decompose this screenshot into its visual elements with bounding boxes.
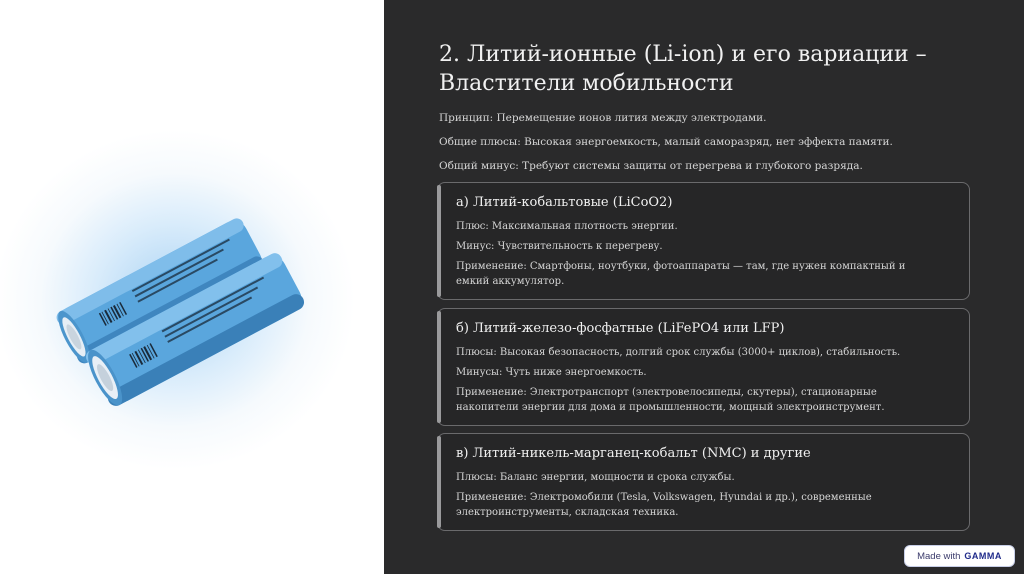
card-licoo2: [437, 182, 970, 300]
gamma-logo: GAMMA: [964, 551, 1002, 561]
intro-principle: Принцип: Перемещение ионов лития между электродами.: [439, 112, 767, 124]
battery-cells-illustration: [0, 0, 384, 574]
card-line: Применение: Смартфоны, ноутбуки, фотоаппараты — там, где нужен компактный и емкий аккумулятор.: [456, 261, 906, 287]
made-with-gamma-badge[interactable]: [904, 545, 1015, 567]
card-heading: а) Литий-кобальтовые (LiCoO2): [456, 195, 673, 210]
badge-label: Made with: [917, 550, 961, 562]
card-heading: б) Литий-железо-фосфатные (LiFePO4 или LFP): [456, 321, 785, 336]
content-panel: [384, 0, 1024, 574]
intro-pros: Общие плюсы: Высокая энергоемкость, малый саморазряд, нет эффекта памяти.: [439, 136, 893, 148]
slide-title: 2. Литий-ионные (Li-ion) и его вариации – Властители мобильности: [439, 42, 927, 96]
card-line: Плюсы: Высокая безопасность, долгий срок службы (3000+ циклов), стабильность.: [456, 347, 901, 358]
card-lifepo4: [437, 308, 970, 426]
card-nmc: [437, 433, 970, 531]
card-line: Минусы: Чуть ниже энергоемкость.: [456, 367, 647, 378]
card-line: Плюсы: Баланс энергии, мощности и срока службы.: [456, 472, 735, 483]
card-line: Плюс: Максимальная плотность энергии.: [456, 221, 678, 232]
image-panel: [0, 0, 384, 574]
card-line: Применение: Электротранспорт (электровелосипеды, скутеры), стационарные накопители энергии для дома и промышленности, мощный электроинструмент.: [456, 387, 885, 413]
card-line: Минус: Чувствительность к перегреву.: [456, 241, 663, 252]
card-line: Применение: Электромобили (Tesla, Volkswagen, Hyundai и др.), современные электроинструменты, складская техника.: [456, 492, 872, 518]
intro-cons: Общий минус: Требуют системы защиты от перегрева и глубокого разряда.: [439, 160, 863, 172]
card-heading: в) Литий-никель-марганец-кобальт (NMC) и другие: [456, 446, 811, 461]
